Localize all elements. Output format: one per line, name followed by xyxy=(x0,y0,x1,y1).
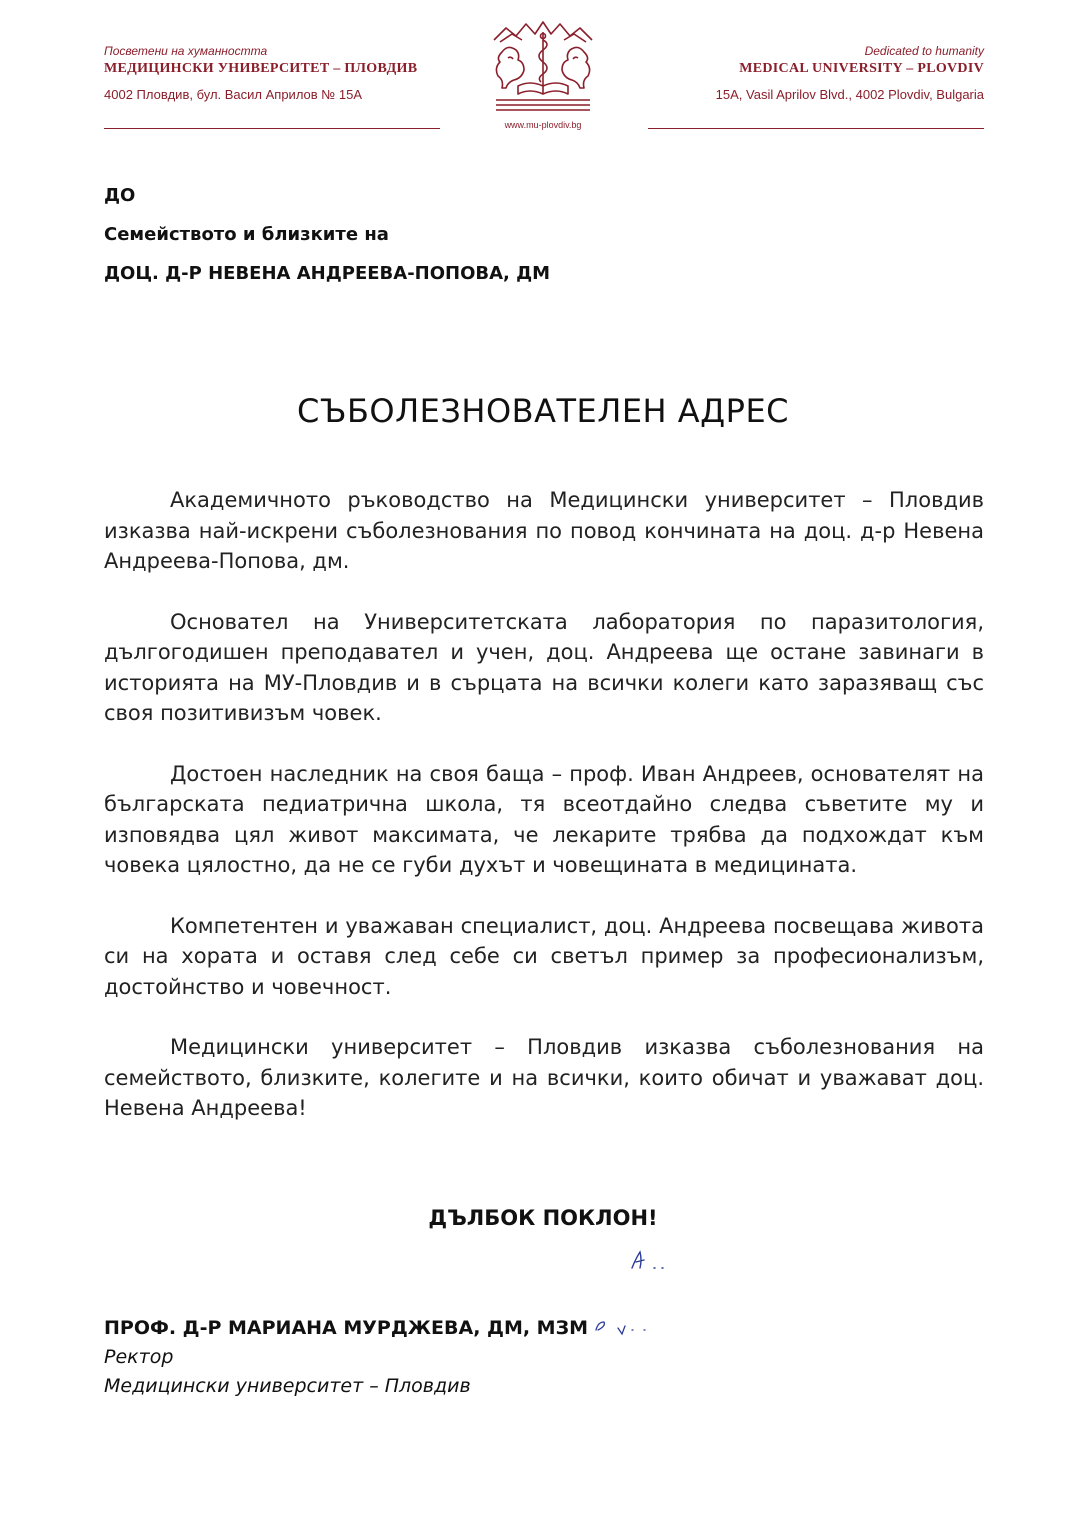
recipient-family: Семейството и близките на xyxy=(104,224,389,245)
address-bg: 4002 Пловдив, бул. Васил Априлов № 15А xyxy=(104,87,362,102)
signature-mark-icon xyxy=(588,1310,688,1340)
letterhead-right xyxy=(640,44,984,102)
body-paragraph-3: Достоен наследник на своя баща – проф. Иван Андреев, основателят на българската педиатрична школа, тя всеотдайно следва съветите му и изповядва цял живот максимата, че лекарите трябва да подхождат към човека цялостно, да не се губи духът и човещината в медицината. xyxy=(104,761,984,877)
university-name-bg: МЕДИЦИНСКИ УНИВЕРСИТЕТ – ПЛОВДИВ xyxy=(104,61,418,76)
handwritten-signature-icon xyxy=(624,1246,674,1274)
tagline-bg: Посветени на хуманността xyxy=(104,44,268,58)
body-paragraph-1: Академичното ръководство на Медицински университет – Пловдив изказва най-искрени съболезнования по повод кончината на доц. д-р Невена Андреева-Попова, дм. xyxy=(104,488,984,573)
document-title: СЪБОЛЕЗНОВАТЕЛЕН АДРЕС xyxy=(296,392,790,430)
body-paragraph-5: Медицински университет – Пловдив изказва съболезнования на семейството, близките, колегите и на всички, които обичат и уважават доц. Невена Андреева! xyxy=(104,1035,984,1120)
tagline-en: Dedicated to humanity xyxy=(864,44,984,58)
header-divider-left xyxy=(104,128,440,129)
header-divider-right xyxy=(648,128,984,129)
recipient-name: ДОЦ. Д-Р НЕВЕНА АНДРЕЕВА-ПОПОВА, ДМ xyxy=(104,263,551,284)
signature-block xyxy=(104,1314,588,1401)
university-emblem-icon xyxy=(488,18,598,112)
university-name-en: MEDICAL UNIVERSITY – PLOVDIV xyxy=(739,61,984,76)
letter-body xyxy=(104,485,984,1154)
closing-phrase: ДЪЛБОК ПОКЛОН! xyxy=(428,1206,658,1230)
website-link[interactable]: www.mu-plovdiv.bg xyxy=(504,120,582,130)
signatory-organization: Медицински университет – Пловдив xyxy=(104,1375,471,1397)
recipient-to: ДО xyxy=(104,185,136,206)
letterhead xyxy=(0,0,1086,140)
signatory-name: ПРОФ. Д-Р МАРИАНА МУРДЖЕВА, ДМ, МЗМ xyxy=(104,1317,588,1339)
address-en: 15A, Vasil Aprilov Blvd., 4002 Plovdiv, Bulgaria xyxy=(715,87,984,102)
recipient-block xyxy=(104,176,550,293)
signatory-position: Ректор xyxy=(104,1346,174,1368)
body-paragraph-2: Основател на Университетската лаборатория по паразитология, дългогодишен преподавател и учен, доц. Андреева ще остане завинаги в историята на МУ-Пловдив и в сърцата на всички колеги като заразяващ със своя позитивизъм човек. xyxy=(104,609,984,725)
body-paragraph-4: Компетентен и уважаван специалист, доц. Андреева посвещава живота си на хората и оставя след себе си светъл пример за професионализъм, достойнство и човечност. xyxy=(104,913,984,999)
letterhead-left xyxy=(104,44,444,102)
